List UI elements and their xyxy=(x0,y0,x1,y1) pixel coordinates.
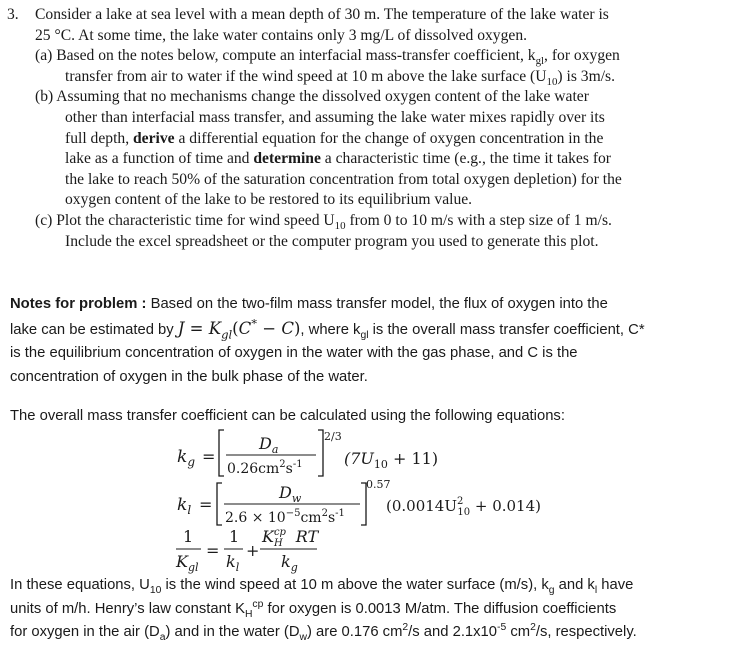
flux-equation: $J = K_{gl}(C^* - C)$ xyxy=(177,316,301,341)
explanation-line-3: for oxygen in the air $(D_a)$ and in the water $(D_w)$ are 0.176 $cm^2/s$ and $2.1x10^{-5}$ $cm^2/s$, respectively. xyxy=(10,622,637,643)
kgl-equation xyxy=(175,527,320,574)
kg-left-bracket xyxy=(219,430,224,476)
part-c-line-1: (c) Plot the characteristic time for wind speed $U_{10}$ from 0 to 10 m/s with a step size of 1 m/s. xyxy=(35,211,612,233)
sum-plus: + xyxy=(246,541,260,560)
part-a-label: (a) xyxy=(35,47,53,65)
explanation-line-1: In these equations, $U_{10}$ is the wind speed at 10 m above the water surface (m/s), $k_g$ and $k_l$ have xyxy=(10,577,634,596)
sum-equals: = xyxy=(206,541,220,560)
sum-denominator-2: $k_l$ xyxy=(226,552,240,574)
problem-intro-line-2: 25 °C. At some time, the lake water contains only 3 mg/L of dissolved oxygen. xyxy=(35,26,528,44)
kl-left-bracket xyxy=(217,483,222,525)
explanation-line-2: units of m/h. Henry’s law constant $K_H^{cp}$ for oxygen is 0.0013 M/atm. The diffusion coefficients xyxy=(10,598,617,620)
part-b-line-6: oxygen content of the lake to be restored to its equilibrium value. xyxy=(65,191,473,209)
kg-denominator: $0.26cm^2s^{-1}$ xyxy=(227,459,303,477)
kg-equals: = xyxy=(202,447,216,466)
kg-equation xyxy=(177,430,438,477)
part-b-line-3: full depth, derive a differential equation for the change of oxygen concentration in the xyxy=(65,129,604,147)
problem-intro-line-1: 3. Consider a lake at sea level with a mean depth of 30 m. The temperature of the lake water is xyxy=(7,5,739,26)
kl-denominator: $2.6 \times 10^{-5}cm^2s^{-1}$ xyxy=(225,508,345,526)
kg-exponent: 2/3 xyxy=(324,430,342,443)
problem-number: 3. xyxy=(7,6,19,23)
sum-numerator-2: 1 xyxy=(229,527,240,546)
sum-denominator-1: $K_{gl}$ xyxy=(176,552,199,574)
part-a-line-2: transfer from air to water if the wind speed at 10 m above the lake surface $(U_{10})$ is 3m/s. xyxy=(65,67,616,88)
kg-factor: $(7U_{10} + 11)$ xyxy=(344,449,439,471)
kl-factor: ($0.0014U^2$ 10 + 0.014) xyxy=(386,496,541,518)
sum-numerator-1: 1 xyxy=(183,527,194,546)
notes-heading: Notes for problem : xyxy=(10,296,147,312)
kl-numerator: $D_w$ xyxy=(279,483,302,505)
kl-equals: = xyxy=(199,495,213,514)
notes-line-3: is the equilibrium concentration of oxygen in the water with the gas phase, and C is the xyxy=(10,345,578,361)
sum-denominator-3: $k_g$ xyxy=(281,552,298,574)
kl-equation xyxy=(177,478,541,526)
part-b-line-2: other than interfacial mass transfer, and assuming the lake water mixes rapidly over its xyxy=(65,108,605,126)
part-b-line-4: lake as a function of time and determine a characteristic time (e.g., the time it takes for xyxy=(65,150,611,168)
kg-numerator: $D_a$ xyxy=(259,434,279,456)
notes-line-2: lake can be estimated by $J = K_{gl}(C^* - C)$, where $k_{gl}$ is the overall mass transfer coefficient, C* xyxy=(10,316,645,341)
part-a-line-1: (a) Based on the notes below, compute an interfacial mass-transfer coefficient, $k_{gl}$, for oxygen xyxy=(35,47,620,68)
kl-symbol: $k_l$ xyxy=(177,495,192,517)
part-b-line-1: (b) Assuming that no mechanisms change the dissolved oxygen content of the lake water xyxy=(35,88,589,106)
kg-symbol: $k_g$ xyxy=(177,447,195,469)
notes-line-1: Notes for problem : Based on the two-film mass transfer model, the flux of oxygen into the xyxy=(10,296,608,312)
part-b-label: (b) xyxy=(35,88,54,106)
part-c-label: (c) xyxy=(35,211,53,229)
equations-intro: The overall mass transfer coefficient can be calculated using the following equations: xyxy=(10,408,565,424)
kg-right-bracket xyxy=(318,430,323,476)
part-c-line-2: Include the excel spreadsheet or the computer program you used to generate this plot. xyxy=(65,232,599,250)
notes-line-4: concentration of oxygen in the bulk phase of the water. xyxy=(10,368,368,385)
kl-exponent: 0.57 xyxy=(366,478,391,491)
sum-numerator-3: $K^{cp}$ H RT xyxy=(262,527,319,549)
part-b-line-5: the lake to reach 50% of the saturation concentration from total oxygen depletion) for the xyxy=(65,170,622,188)
equation-explanation xyxy=(10,574,740,645)
